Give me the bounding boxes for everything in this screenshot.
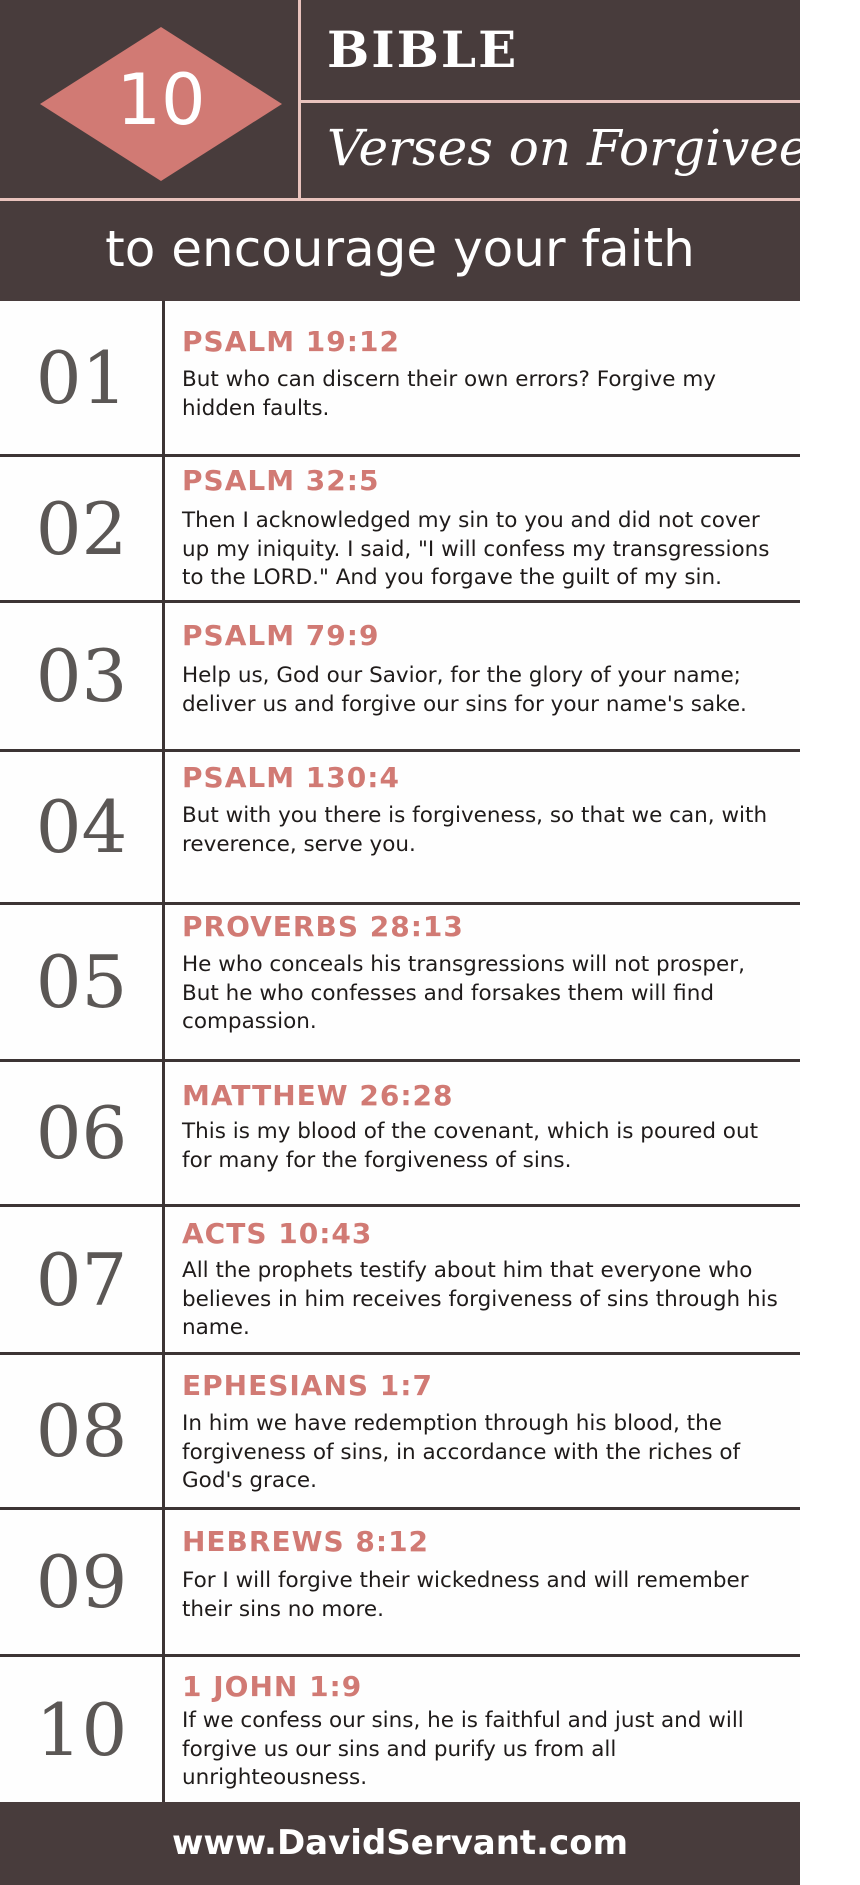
- verse-reference: PSALM 130:4: [182, 761, 400, 794]
- row-divider: [162, 1062, 165, 1204]
- row-divider: [162, 905, 165, 1059]
- verse-reference: PSALM 32:5: [182, 464, 380, 497]
- verse-number: 04: [35, 785, 128, 869]
- verse-text: Then I acknowledged my sin to you and did not cover up my iniquity. I said, "I will confess my transgressions to the LORD." And you forgave the guilt of my sin.: [182, 508, 770, 590]
- verse-reference: PSALM 19:12: [182, 325, 400, 358]
- title-verses: Verses on Forgiveess: [327, 119, 860, 177]
- verse-text: This is my blood of the covenant, which is poured out for many for the forgiveness of sins.: [182, 1119, 759, 1173]
- row-divider: [162, 752, 165, 902]
- verse-row: [0, 1510, 800, 1654]
- row-divider: [162, 301, 165, 454]
- verse-text: For I will forgive their wickedness and will remember their sins no more.: [182, 1568, 749, 1622]
- verse-row: [0, 1062, 800, 1204]
- verse-text: Help us, God our Savior, for the glory of your name; deliver us and forgive our sins for your name's sake.: [182, 663, 747, 717]
- verse-reference: 1 JOHN 1:9: [182, 1670, 363, 1703]
- verse-row: [0, 1355, 800, 1507]
- verse-number: 06: [35, 1091, 128, 1175]
- row-divider: [162, 603, 165, 749]
- verse-text: But with you there is forgiveness, so that we can, with reverence, serve you.: [182, 803, 768, 857]
- row-divider: [162, 1355, 165, 1507]
- verse-reference: MATTHEW 26:28: [182, 1079, 454, 1112]
- verse-row: [0, 603, 800, 749]
- verse-text: If we confess our sins, he is faithful and just and will forgive us our sins and purify us from all unrighteousness.: [182, 1708, 744, 1790]
- verse-number: 05: [35, 940, 128, 1024]
- verse-number: 08: [35, 1389, 128, 1473]
- verse-reference: HEBREWS 8:12: [182, 1525, 430, 1558]
- verse-reference: PROVERBS 28:13: [182, 910, 464, 943]
- verse-row: [0, 457, 800, 600]
- verse-row: [0, 905, 800, 1059]
- verse-number: 01: [35, 335, 128, 420]
- verse-number: 07: [35, 1237, 128, 1322]
- row-divider: [162, 1207, 165, 1352]
- count-number: 10: [116, 59, 206, 141]
- footer-website-link[interactable]: www.DavidServant.com: [171, 1823, 629, 1863]
- verse-number: 03: [35, 634, 128, 718]
- verse-number: 09: [35, 1540, 128, 1624]
- verse-text: But who can discern their own errors? Forgive my hidden faults.: [182, 367, 717, 421]
- verse-text: All the prophets testify about him that everyone who believes in him receives forgiveness of sins through his name.: [182, 1258, 778, 1340]
- verse-reference: EPHESIANS 1:7: [182, 1369, 433, 1402]
- verse-reference: PSALM 79:9: [182, 619, 380, 652]
- verse-row: [0, 752, 800, 902]
- row-divider: [162, 457, 165, 600]
- verse-text: He who conceals his transgressions will not prosper, But he who confesses and forsakes them will find compassion.: [182, 952, 745, 1034]
- verse-text: In him we have redemption through his blood, the forgiveness of sins, in accordance with the riches of God's grace.: [182, 1411, 741, 1493]
- verse-row: [0, 1657, 800, 1802]
- header-divider-middle: [301, 100, 800, 103]
- row-divider: [162, 1657, 165, 1802]
- verse-reference: ACTS 10:43: [182, 1217, 373, 1250]
- header-divider-vertical: [298, 0, 301, 198]
- verse-number: 10: [35, 1687, 128, 1772]
- verse-row: [0, 1207, 800, 1352]
- tagline: to encourage your faith: [105, 220, 695, 278]
- title-bible: BIBLE: [327, 20, 519, 79]
- row-divider: [162, 1510, 165, 1654]
- verse-row: [0, 301, 800, 454]
- verse-number: 02: [35, 486, 128, 571]
